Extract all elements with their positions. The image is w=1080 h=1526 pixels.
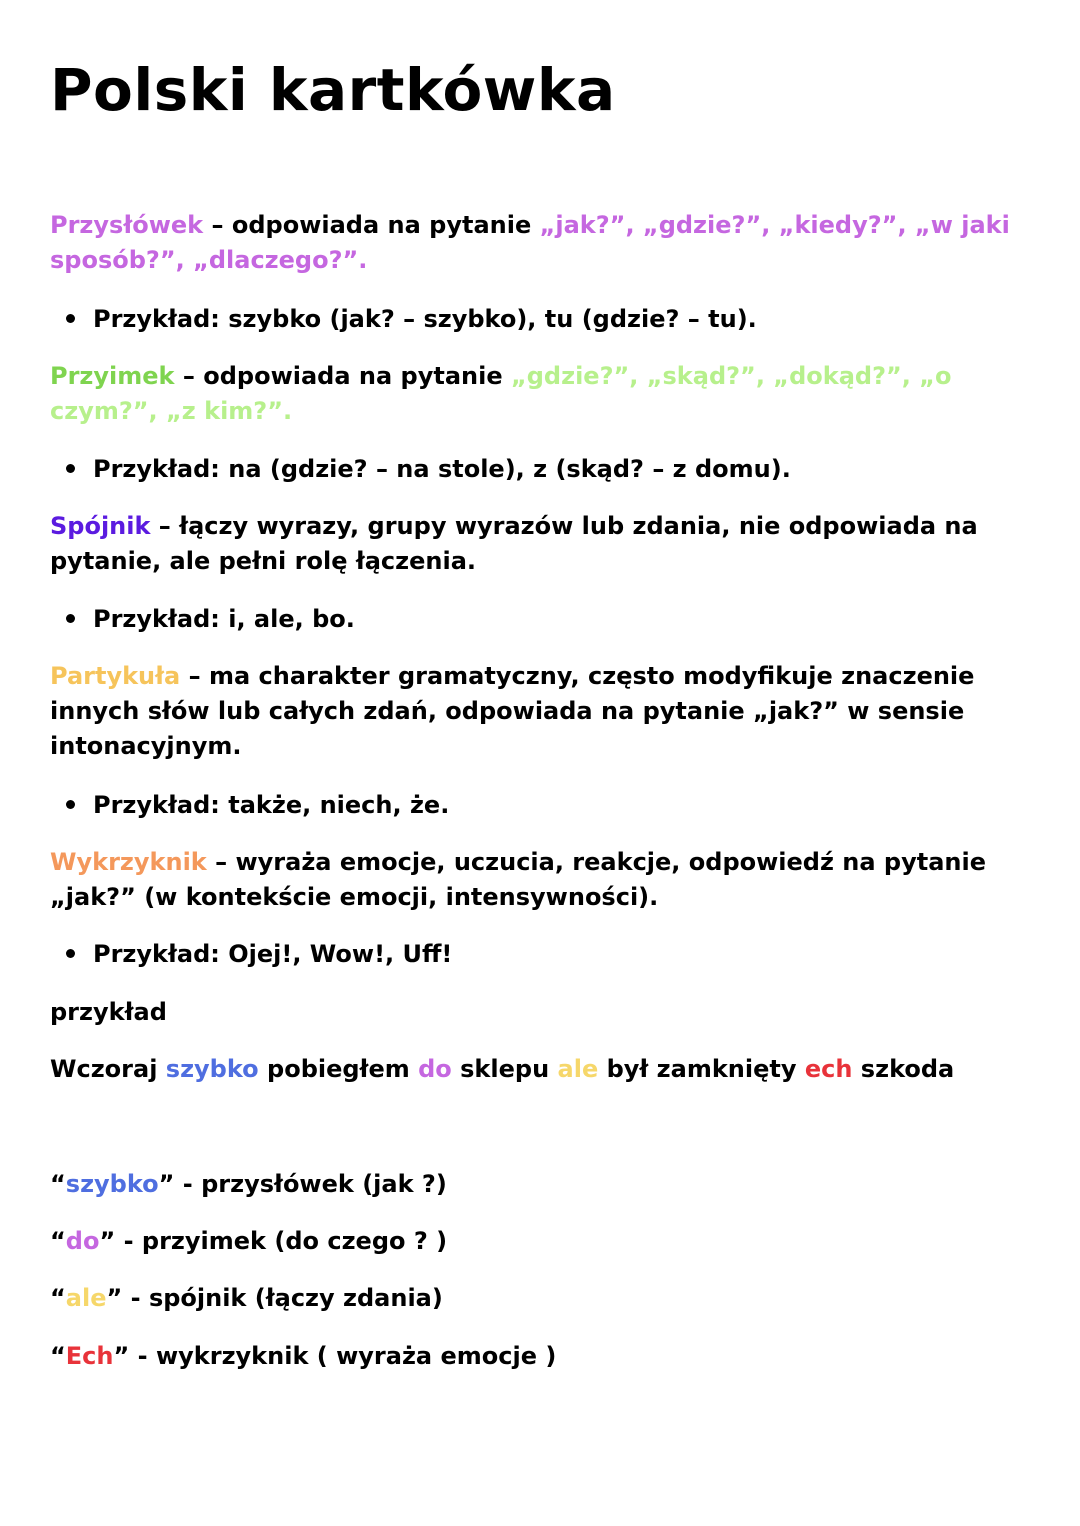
example-wykrzyknik [66, 937, 452, 972]
sentence-highlight-ech: ech [804, 1055, 853, 1083]
definition-przyimek [50, 359, 1010, 429]
sentence-word: Wczoraj [50, 1055, 166, 1083]
sentence-word: był zamknięty [598, 1055, 805, 1083]
sentence-highlight-ale: ale [557, 1055, 599, 1083]
quote-close: ” [99, 1227, 116, 1255]
example-text: Przykład: także, niech, że. [93, 791, 450, 819]
example-text: Przykład: na (gdzie? – na stole), z (skąd? – z domu). [93, 455, 791, 483]
quote-close: ” [106, 1284, 123, 1312]
term-partykula: Partykuła [50, 662, 181, 690]
quote-open: “ [50, 1284, 66, 1312]
quote-close: ” [158, 1170, 175, 1198]
definition-spojnik [50, 509, 1010, 579]
term-wykrzyknik: Wykrzyknik [50, 848, 207, 876]
definition-text: – odpowiada na pytanie [203, 211, 540, 239]
analysis-word: Ech [65, 1342, 114, 1370]
analysis-item-ech [50, 1339, 556, 1374]
analysis-item-szybko [50, 1167, 447, 1202]
analysis-word: do [65, 1227, 100, 1255]
sentence-highlight-szybko: szybko [165, 1055, 259, 1083]
sentence-highlight-do: do [418, 1055, 452, 1083]
example-heading: przykład [50, 998, 167, 1026]
analysis-desc: - wykrzyknik ( wyraża emocje ) [129, 1342, 557, 1370]
analysis-desc: - przyimek (do czego ? ) [115, 1227, 448, 1255]
analysis-desc: - spójnik (łączy zdania) [122, 1284, 443, 1312]
definition-przyslowek [50, 208, 1010, 278]
definition-text: – wyraża emocje, uczucia, reakcje, odpowiedź na pytanie „jak?” (w kontekście emocji, intensywności). [50, 848, 987, 911]
analysis-item-do [50, 1224, 447, 1259]
example-partykula [66, 788, 449, 823]
term-przyimek: Przyimek [50, 362, 175, 390]
definition-questions: „jak?”, „gdzie?”, „kiedy?”, „w jaki sposób?”, „dlaczego?”. [50, 211, 1010, 274]
bullet-icon [66, 464, 75, 473]
term-spojnik: Spójnik [50, 512, 151, 540]
example-text: Przykład: Ojej!, Wow!, Uff! [93, 940, 453, 968]
definition-text: – odpowiada na pytanie [174, 362, 511, 390]
page-title: Polski kartkówka [50, 56, 616, 124]
analysis-desc: - przysłówek (jak ?) [174, 1170, 447, 1198]
quote-open: “ [50, 1342, 66, 1370]
bullet-icon [66, 800, 75, 809]
quote-close: ” [113, 1342, 130, 1370]
definition-questions: „gdzie?”, „skąd?”, „dokąd?”, „o czym?”, „z kim?”. [50, 362, 952, 425]
quote-open: “ [50, 1170, 66, 1198]
definition-text: – ma charakter gramatyczny, często modyfikuje znaczenie innych słów lub całych zdań, odpowiada na pytanie „jak?” w sensie intonacyjnym. [50, 662, 975, 760]
example-text: Przykład: szybko (jak? – szybko), tu (gdzie? – tu). [93, 305, 757, 333]
analysis-item-ale [50, 1281, 443, 1316]
example-przyslowek [66, 302, 757, 337]
analysis-word: ale [65, 1284, 107, 1312]
sentence-word: szkoda [852, 1055, 955, 1083]
bullet-icon [66, 614, 75, 623]
sentence-word: sklepu [451, 1055, 558, 1083]
example-przyimek [66, 452, 791, 487]
definition-text: – łączy wyrazy, grupy wyrazów lub zdania, nie odpowiada na pytanie, ale pełni rolę łączenia. [50, 512, 978, 575]
example-sentence [50, 1052, 954, 1087]
definition-wykrzyknik [50, 845, 1010, 915]
example-text: Przykład: i, ale, bo. [93, 605, 355, 633]
sentence-word: pobiegłem [258, 1055, 419, 1083]
example-spojnik [66, 602, 355, 637]
bullet-icon [66, 949, 75, 958]
definition-partykula [50, 659, 1010, 764]
analysis-word: szybko [65, 1170, 159, 1198]
term-przyslowek: Przysłówek [50, 211, 204, 239]
quote-open: “ [50, 1227, 66, 1255]
bullet-icon [66, 314, 75, 323]
